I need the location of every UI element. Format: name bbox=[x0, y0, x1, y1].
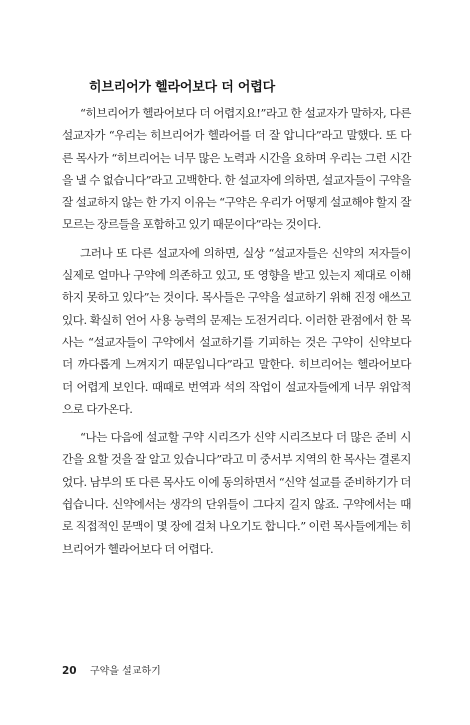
paragraph-3: “나는 다음에 설교할 구약 시리즈가 신약 시리즈보다 더 많은 준비 시간을 요할 것을 잘 알고 있습니다”라고 미 중서부 지역의 한 목사는 결론지었다. 남부의 또 다른 목사도 이에 동의하면서 “신약 설교를 준비하기가 더 쉽습니다. 신약에서는 생각의 단위들이 그다지 길지 않죠. 구약에서는 때로 직접적인 문맥이 몇 장에 걸쳐 나오기도 합니다.” 이런 목사들에게는 히브리어가 헬라어보다 더 어렵다. bbox=[62, 430, 411, 556]
body-text bbox=[62, 102, 411, 566]
running-title: 구약을 설교하기 bbox=[89, 666, 161, 677]
paragraph-2: 그러나 또 다른 설교자에 의하면, 실상 “설교자들은 신약의 저자들이 실제로 얼마나 구약에 의존하고 있고, 또 영향을 받고 있는지 제대로 이해하지 못하고 있다”는 것이다. 목사들은 구약을 설교하기 위해 진정 애쓰고 있다. 확실히 언어 사용 능력의 문제는 도전거리다. 이러한 관점에서 한 목사는 “설교자들이 구약에서 설교하기를 기피하는 것은 구약이 신약보다 더 까다롭게 느껴지기 때문입니다”라고 말한다. 히브리어는 헬라어보다 더 어렵게 보인다. 때때로 번역과 석의 작업이 설교자들에게 너무 위압적으로 다가온다. bbox=[62, 245, 411, 416]
page-footer bbox=[62, 662, 161, 677]
paragraph-1: “히브리어가 헬라어보다 더 어렵지요!”라고 한 설교자가 말하자, 다른 설교자가 “우리는 히브리어가 헬라어를 더 잘 압니다”라고 말했다. 또 다른 목사가 “히브리어는 너무 많은 노력과 시간을 요하며 우리는 그런 시간을 낼 수 없습니다”라고 고백한다. 한 설교자에 의하면, 설교자들이 구약을 잘 설교하지 않는 한 가지 이유는 “구약은 우리가 어떻게 설교해야 할지 잘 모르는 장르들을 포함하고 있기 때문이다”라는 것이다. bbox=[62, 106, 411, 232]
section-heading: 히브리어가 헬라어보다 더 어렵다 bbox=[89, 80, 275, 95]
page-number: 20 bbox=[62, 665, 77, 677]
